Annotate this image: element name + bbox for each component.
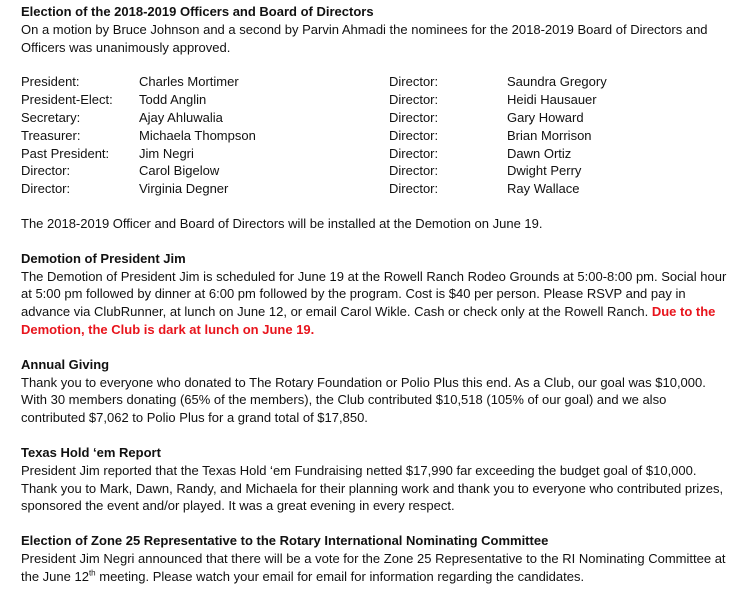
director-role: Director: xyxy=(389,145,439,161)
officer-role: Treasurer: xyxy=(21,127,81,143)
officer-role: President: xyxy=(21,74,80,90)
officer-role: President-Elect: xyxy=(21,92,113,108)
director-name: Dwight Perry xyxy=(507,163,582,179)
demotion-heading: Demotion of President Jim xyxy=(21,250,186,266)
officer-name: Carol Bigelow xyxy=(139,163,220,179)
election-heading: Election of the 2018-2019 Officers and Board of Directors xyxy=(21,4,374,19)
election-section xyxy=(21,3,729,56)
director-name: Gary Howard xyxy=(507,109,584,125)
holdem-text: President Jim reported that the Texas Hold ‘em Fundraising netted $17,990 far exceeding the budget goal of $10,000. Thank you to Mark, Dawn, Randy, and Michaela for their planning work and thank you to everyone who contributed prizes, sponsored the event and/or played. It was a great evening in every respect. xyxy=(21,462,724,514)
director-name: Ray Wallace xyxy=(507,181,580,197)
director-name: Saundra Gregory xyxy=(507,74,607,90)
demotion-text xyxy=(21,268,729,339)
demotion-body: The Demotion of President Jim is scheduled for June 19 at the Rowell Ranch Rodeo Grounds at 5:00-8:00 pm. Social hour at 5:00 pm followed by dinner at 6:00 pm followed by the program. Cost is $40 per person. Please RSVP and pay in advance via ClubRunner, at lunch on June 12, or email Carol Wikle. Cash or check only at the Rowell Ranch. xyxy=(21,268,727,320)
holdem-heading: Texas Hold ‘em Report xyxy=(21,444,161,460)
officer-name: Virginia Degner xyxy=(139,181,229,197)
zone-superscript: th xyxy=(88,568,96,578)
director-role: Director: xyxy=(389,127,439,143)
director-role: Director: xyxy=(389,109,439,125)
director-role: Director: xyxy=(389,92,439,108)
director-name: Brian Morrison xyxy=(507,127,592,143)
giving-text: Thank you to everyone who donated to The Rotary Foundation or Polio Plus this end. As a Club, our goal was $10,000. With 30 members donating (65% of the members), the Club contributed $10,518 (105% of our goal) and we also contributed $7,062 to Polio Plus for a grand total of $17,850. xyxy=(21,374,706,426)
zone-text xyxy=(21,550,729,586)
officer-name: Ajay Ahluwalia xyxy=(139,109,223,125)
giving-heading: Annual Giving xyxy=(21,356,110,372)
officer-name: Todd Anglin xyxy=(139,92,207,108)
election-text: On a motion by Bruce Johnson and a second by Parvin Ahmadi the nominees for the 2018-2019 Board of Directors and Officers was unanimously approved. xyxy=(21,21,708,55)
officer-role: Director: xyxy=(21,181,71,197)
officer-name: Jim Negri xyxy=(139,145,194,161)
demotion-section xyxy=(21,250,729,339)
director-role: Director: xyxy=(389,163,439,179)
officer-name: Charles Mortimer xyxy=(139,74,239,90)
zone-heading: Election of Zone 25 Representative to the Rotary International Nominating Committee xyxy=(21,533,549,549)
zone-text-after: meeting. Please watch your email for email for information regarding the candidates. xyxy=(95,568,585,584)
officer-role: Director: xyxy=(21,163,71,179)
install-text: The 2018-2019 Officer and Board of Directors will be installed at the Demotion on June 19. xyxy=(21,215,543,231)
director-role: Director: xyxy=(389,181,439,197)
director-name: Heidi Hausauer xyxy=(507,92,597,108)
officer-role: Secretary: xyxy=(21,109,81,125)
giving-section xyxy=(21,356,729,427)
demotion-alert: Due to the Demotion, the Club is dark at lunch on June 19. xyxy=(21,304,716,337)
director-name: Dawn Ortiz xyxy=(507,145,572,161)
officer-name: Michaela Thompson xyxy=(139,127,256,143)
officers-grid xyxy=(21,73,729,198)
officer-role: Past President: xyxy=(21,145,110,161)
zone-text-before: President Jim Negri announced that there will be a vote for the Zone 25 Representative to the RI Nominating Committee at the June 12 xyxy=(21,550,726,584)
director-role: Director: xyxy=(389,74,439,90)
zone-section xyxy=(21,532,729,585)
holdem-section xyxy=(21,444,729,515)
